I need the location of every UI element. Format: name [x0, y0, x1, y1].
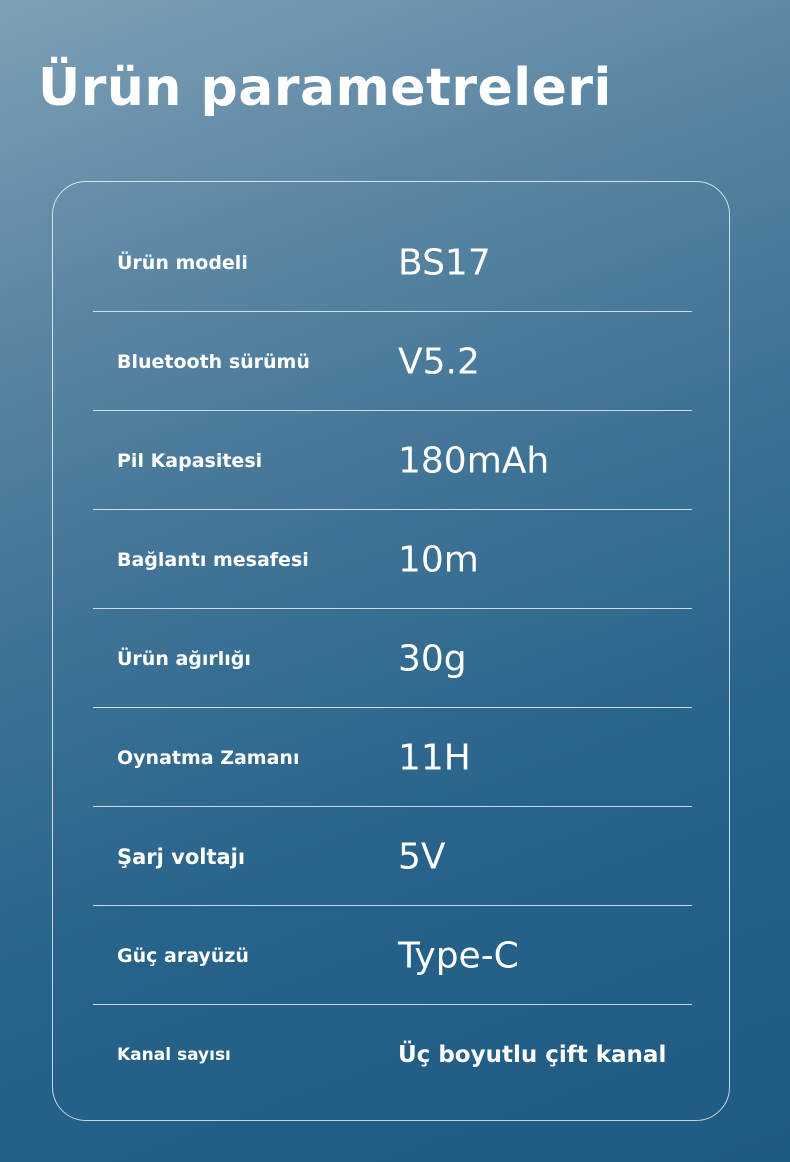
spec-value: 5V: [398, 836, 446, 877]
spec-row-charging-voltage: [93, 807, 692, 906]
spec-label: Bluetooth sürümü: [117, 350, 310, 373]
spec-value: Type-C: [398, 935, 519, 976]
spec-row-weight: [93, 609, 692, 708]
spec-value: 11H: [398, 737, 471, 778]
spec-value: V5.2: [398, 341, 480, 382]
spec-label: Ürün ağırlığı: [117, 647, 251, 670]
spec-label: Şarj voltajı: [117, 844, 246, 869]
spec-label: Pil Kapasitesi: [117, 449, 263, 472]
spec-value: 10m: [398, 539, 479, 580]
spec-value: 30g: [398, 638, 467, 679]
spec-label: Bağlantı mesafesi: [117, 548, 309, 571]
spec-table: [52, 181, 730, 1121]
page-title: Ürün parametreleri: [38, 58, 612, 118]
spec-label: Güç arayüzü: [117, 944, 249, 967]
spec-value: Üç boyutlu çift kanal: [398, 1041, 667, 1068]
spec-label: Ürün modeli: [117, 251, 248, 274]
spec-row-power-interface: [93, 906, 692, 1005]
spec-row-channel-count: [93, 1005, 692, 1104]
spec-row-battery-capacity: [93, 411, 692, 510]
spec-label: Kanal sayısı: [117, 1044, 231, 1065]
spec-row-connection-range: [93, 510, 692, 609]
spec-row-playback-time: [93, 708, 692, 807]
spec-row-model: [93, 213, 692, 312]
spec-label: Oynatma Zamanı: [117, 746, 300, 769]
spec-value: BS17: [398, 242, 491, 283]
spec-row-bluetooth-version: [93, 312, 692, 411]
spec-value: 180mAh: [398, 440, 550, 481]
